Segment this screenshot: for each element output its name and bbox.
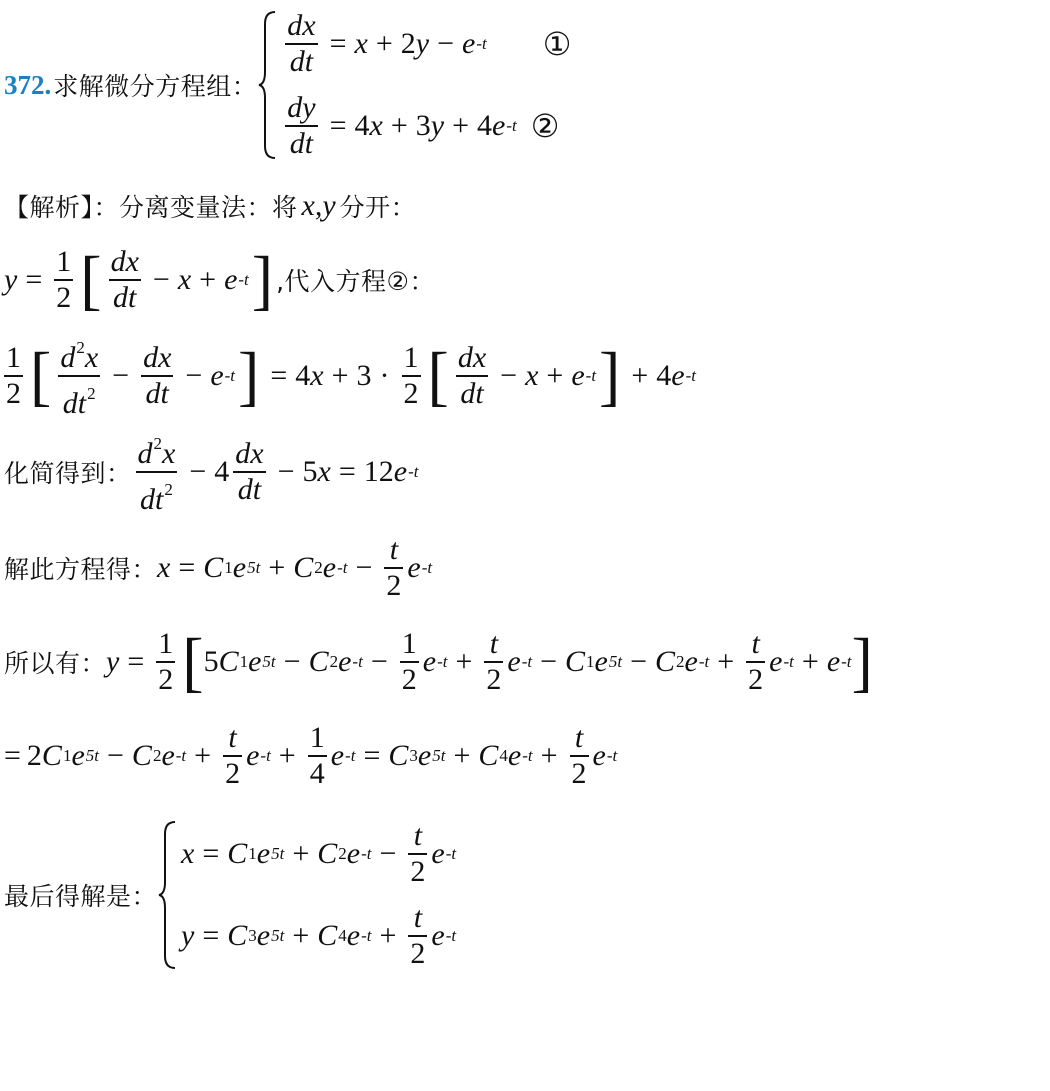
x-solution-line: 解此方程得： x = C 1 e 5t + C 2 e -t − $\frac{t}{2}$ e -t [4, 533, 433, 602]
substituted-equation-line: $\frac{1}{2}$ [ $\frac{d^2x}{dt^2}$ − $\frac{dx}{dt}$ − e -t ] = 4 x + 3 · $\frac{1}{2}$ [ $\frac{dx}{dt}$ − x + e -t ] + 4 e -t [6, 338, 696, 420]
problem-number: 372 [4, 69, 45, 100]
final-x-equation: x = C 1 e 5t + C 2 e -t − $\frac{t}{2}$ e -t [181, 819, 457, 888]
analysis-header [4, 186, 416, 226]
y-expansion-line: 所以有： y = $\frac{1}{2}$ [ 5 C 1 e 5t − C 2 e -t − $\frac{1}{2}$ e -t + $\frac{t}{2}$ e -t − C 1 e 5t − C 2 e -t + $\frac{t}{2}$ e -t + e -t ] [4, 624, 873, 699]
problem-number-dot: . [44, 69, 52, 100]
simplify-label: 化简得到： [4, 459, 132, 488]
equation-1: $\frac{dx}{dt}$ = x + 2 y − e -t ① [287, 9, 572, 78]
so-label: 所以有： [4, 649, 107, 678]
y-expression-line: y = $\frac{1}{2}$ [ $\frac{dx}{dt}$ − x + e -t ] ,代入方程②： [4, 242, 435, 317]
final-system [157, 813, 456, 977]
equation-2: $\frac{dy}{dt}$ = 4 x + 3 y + 4 e -t ② [287, 91, 560, 160]
problem-line [4, 4, 571, 166]
y-simplified-line: = 2 C 1 e 5t − C 2 e -t + $\frac{t}{2}$ e -t + $\frac{1}{4}$ e -t = C 3 e 5t + C 4 e -t + $\frac{t}{2}$ e -t [4, 721, 618, 790]
substitute-text: ,代入方程②： [276, 267, 435, 296]
equation-2-label: ② [530, 107, 560, 145]
equation-1-label: ① [542, 25, 572, 63]
final-y-equation: y = C 3 e 5t + C 4 e -t + $\frac{t}{2}$ e -t [181, 901, 457, 970]
simplified-equation-line: 化简得到： $\frac{d^2x}{dt^2}$ − 4 $\frac{dx}{dt}$ − 5 x = 12 e -t [4, 434, 419, 516]
solve-label: 解此方程得： [4, 555, 158, 584]
problem-prompt: 求解微分方程组： [53, 72, 258, 101]
analysis-header-tail: 分开： [339, 193, 417, 222]
final-label: 最后得解是： [4, 882, 158, 911]
analysis-header-text: 【解析】：分离变量法：将 [4, 193, 298, 222]
equation-system [257, 3, 571, 167]
left-brace-icon [257, 10, 277, 160]
final-solution-line [4, 814, 456, 976]
analysis-header-vars: x,y [301, 189, 336, 222]
final-left-brace-icon [157, 820, 177, 970]
